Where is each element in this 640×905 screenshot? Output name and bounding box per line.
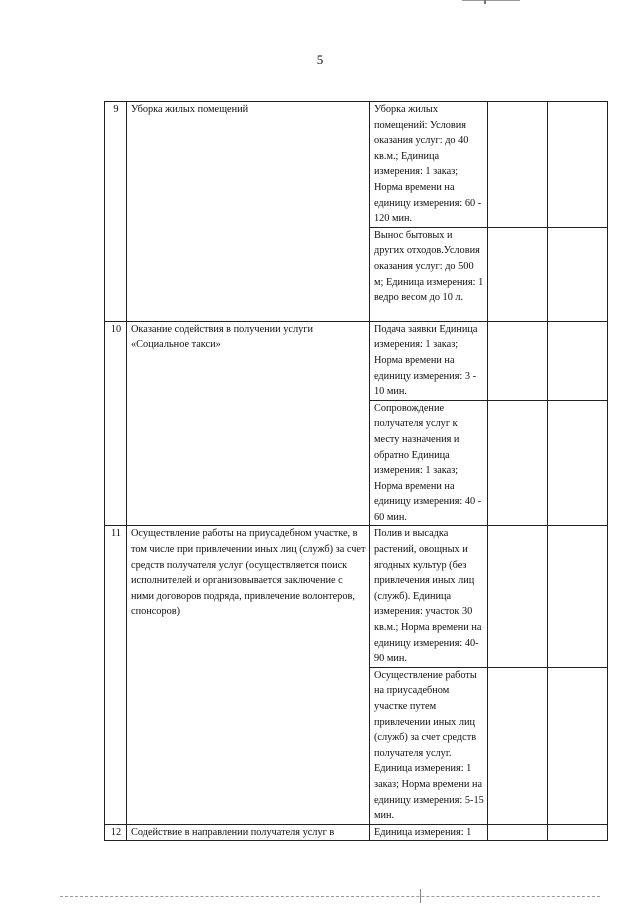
empty-cell	[488, 400, 548, 526]
table-row	[105, 102, 608, 228]
row-number: 10	[105, 321, 127, 526]
empty-cell	[488, 824, 548, 841]
table-row	[105, 321, 608, 400]
empty-cell	[548, 526, 608, 667]
service-name: Оказание содействия в получении услуги «Социальное такси»	[127, 321, 370, 526]
service-standard: Уборка жилых помещений: Условия оказания услуг: до 40 кв.м.; Единица измерения: 1 заказ; Норма времени на единицу измерения: 60 - 120 мин.	[370, 102, 488, 228]
empty-cell	[488, 526, 548, 667]
table-row	[105, 526, 608, 667]
service-name: Уборка жилых помещений	[127, 102, 370, 322]
page-number: 5	[316, 52, 324, 67]
service-standard: Полив и высадка растений, овощных и ягодных культур (без привлечения иных лиц (служб). Единица измерения: участок 30 кв.м.; Норма времени на единицу измерения: 40-90 мин.	[370, 526, 488, 667]
service-standard: Сопровождение получателя услуг к месту назначения и обратно Единица измерения: 1 заказ; Норма времени на единицу измерения: 40 - 60 мин.	[370, 400, 488, 526]
empty-cell	[488, 321, 548, 400]
row-number: 11	[105, 526, 127, 824]
service-name: Осуществление работы на приусадебном участке, в том числе при привлечении иных лиц (служб) за счет средств получателя услуг (осуществляется поиск исполнителей и организовывается заключение с ними договоров подряда, привлечение волонтеров, спонсоров)	[127, 526, 370, 824]
scan-artifact-bottom	[60, 896, 600, 898]
service-standard: Осуществление работы на приусадебном участке путем привлечении иных лиц (служб) за счет средств получателя услуг. Единица измерения: 1 заказ; Норма времени на единицу измерения: 5-15 мин.	[370, 667, 488, 824]
service-name: Содействие в направлении получателя услуг в	[127, 824, 370, 841]
empty-cell	[488, 667, 548, 824]
row-number: 12	[105, 824, 127, 841]
service-standard: Подача заявки Единица измерения: 1 заказ; Норма времени на единицу измерения: 3 - 10 мин.	[370, 321, 488, 400]
row-number: 9	[105, 102, 127, 322]
empty-cell	[548, 400, 608, 526]
empty-cell	[488, 227, 548, 321]
empty-cell	[548, 824, 608, 841]
scan-artifact-top	[462, 0, 520, 4]
service-standard: Вынос бытовых и других отходов.Условия оказания услуг: до 500 м; Единица измерения: 1 ведро весом до 10 л.	[370, 227, 488, 321]
services-table	[104, 101, 608, 841]
empty-cell	[548, 321, 608, 400]
empty-cell	[548, 667, 608, 824]
empty-cell	[548, 102, 608, 228]
empty-cell	[548, 227, 608, 321]
scan-artifact-tick	[420, 889, 421, 903]
table-row	[105, 824, 608, 841]
service-standard: Единица измерения: 1	[370, 824, 488, 841]
empty-cell	[488, 102, 548, 228]
